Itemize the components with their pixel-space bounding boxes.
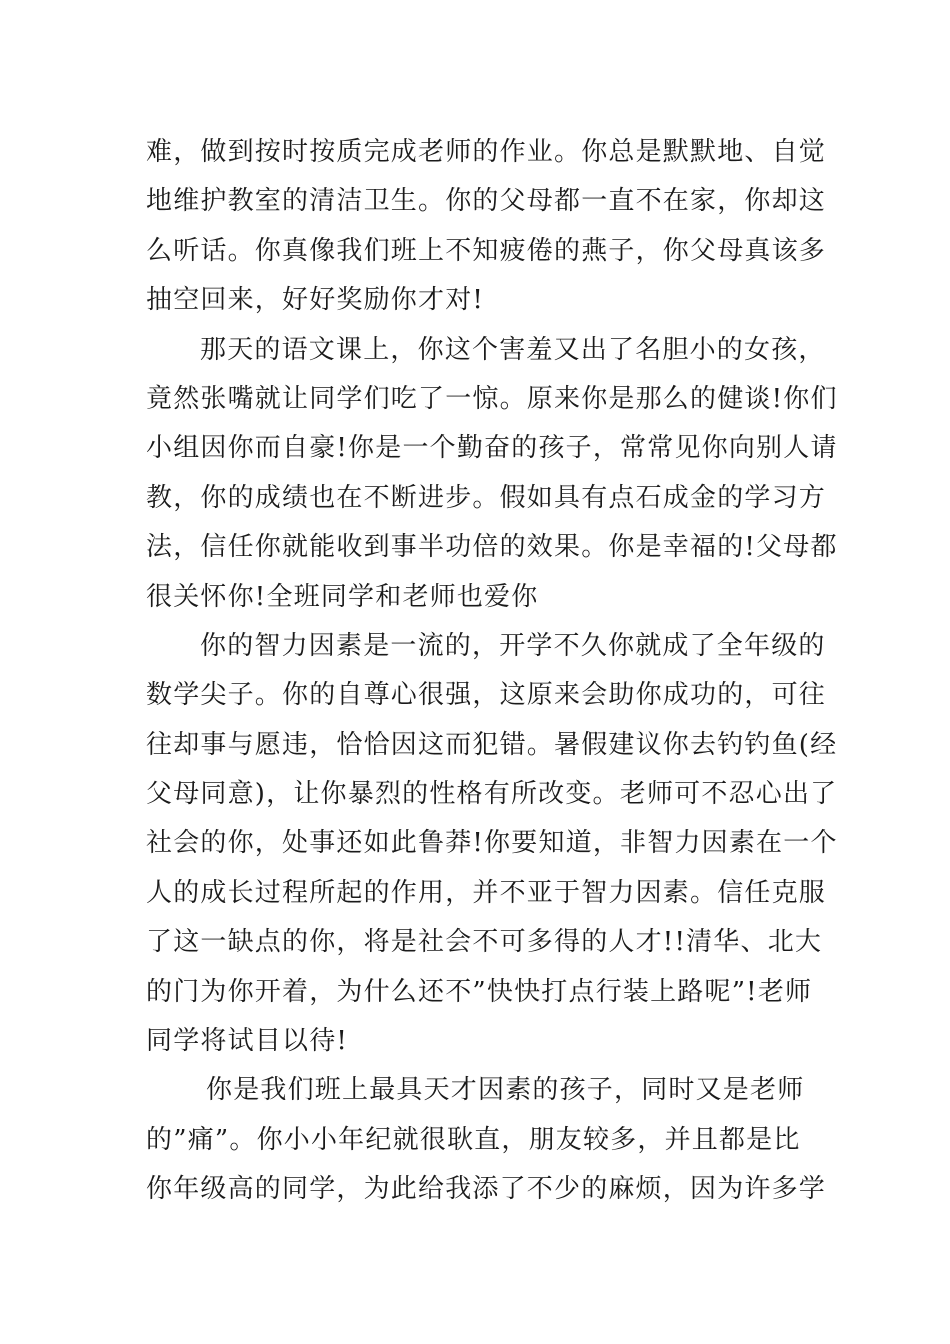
paragraph-start-line: 那天的语文课上，你这个害羞又出了名胆小的女孩，: [200, 334, 826, 365]
text-line: 的门为你开着，为什么还不”快快打点行装上路呢”!老师: [146, 976, 813, 1007]
text-line: 社会的你，处事还如此鲁莽!你要知道，非智力因素在一个: [146, 828, 838, 859]
text-line: 了这一缺点的你，将是社会不可多得的人才!!清华、北大: [146, 927, 823, 958]
text-line: 小组因你而自豪!你是一个勤奋的孩子，常常见你向别人请: [146, 433, 838, 464]
paragraph-start-line: 你的智力因素是一流的，开学不久你就成了全年级的: [200, 630, 826, 661]
text-line: 的”痛”。你小小年纪就很耿直，朋友较多，并且都是比: [146, 1124, 801, 1155]
text-line: 难，做到按时按质完成老师的作业。你总是默默地、自觉: [146, 137, 827, 167]
text-line: 往却事与愿违，恰恰因这而犯错。暑假建议你去钓钓鱼(经: [146, 729, 838, 760]
text-line: 父母同意)，让你暴烈的性格有所改变。老师可不忍心出了: [146, 779, 838, 810]
body-text: [146, 128, 838, 1215]
text-line: 很关怀你!全班同学和老师也爱你: [146, 581, 539, 612]
text-line: 法，信任你就能收到事半功倍的效果。你是幸福的!父母都: [146, 532, 838, 563]
text-line: 同学将试目以待!: [146, 1026, 349, 1057]
text-line: 教，你的成绩也在不断进步。假如具有点石成金的学习方: [146, 482, 827, 513]
text-line: 地维护教室的清洁卫生。你的父母都一直不在家，你却这: [146, 186, 827, 217]
text-line: 竟然张嘴就让同学们吃了一惊。原来你是那么的健谈!你们: [146, 383, 838, 414]
text-line: 数学尖子。你的自尊心很强，这原来会助你成功的，可往: [146, 680, 827, 711]
text-line: 人的成长过程所起的作用，并不亚于智力因素。信任克服: [146, 877, 827, 908]
text-line: 么听话。你真像我们班上不知疲倦的燕子，你父母真该多: [146, 235, 827, 266]
paragraph-start-line: 你是我们班上最具天才因素的孩子，同时又是老师: [206, 1075, 805, 1106]
text-line: 你年级高的同学，为此给我添了不少的麻烦，因为许多学: [146, 1174, 827, 1205]
text-line: 抽空回来，好好奖励你才对!: [146, 285, 485, 316]
